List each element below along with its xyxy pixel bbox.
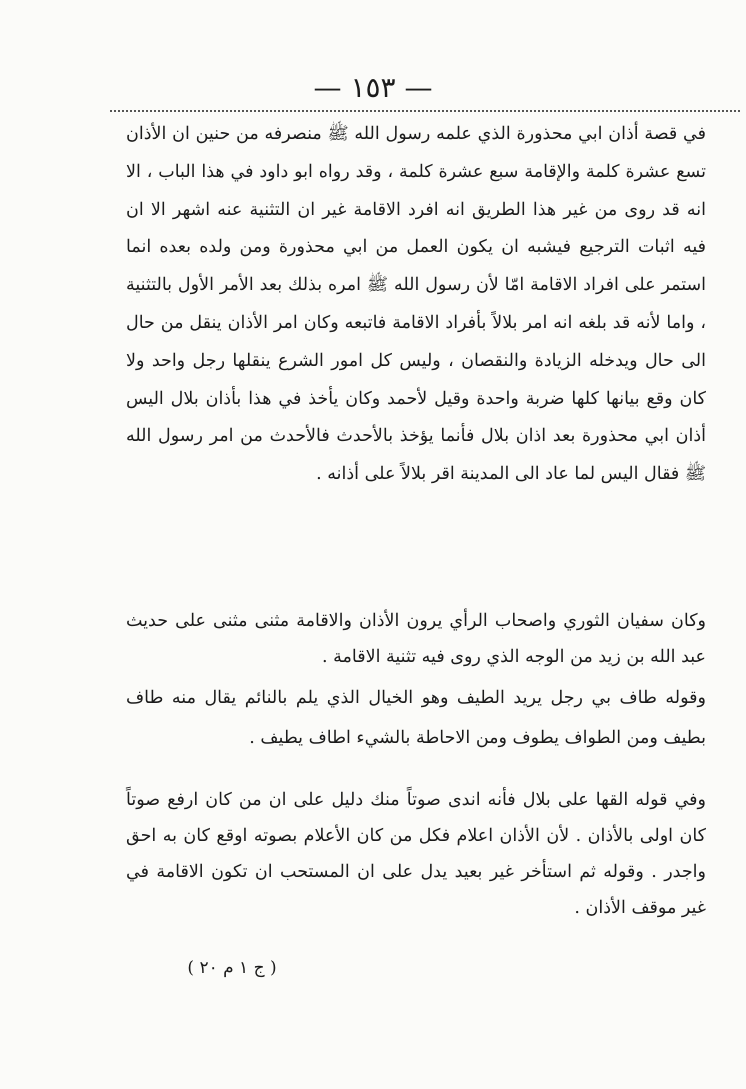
paragraph-bilal [126, 782, 706, 926]
paragraph-sufyan [126, 603, 706, 675]
paragraph-abu-mahdhura [126, 116, 706, 494]
paragraph-text: وفي قوله القها على بلال فأنه اندى صوتاً منك دليل على ان من كان ارفع صوتاً كان اولى بالأذان . لأن الأذان اعلام فكل من كان الأعلام بصوته اوقع كان به احق واجدر . وقوله ثم استأخر غير بعيد يدل على ان المستحب ان تكون الاقامة في غير موقف الأذان . [126, 790, 706, 918]
header-divider [110, 110, 740, 112]
paragraph-text: وقوله طاف بي رجل يريد الطيف وهو الخيال الذي يلم بالنائم يقال منه طاف بطيف ومن الطواف يطوف ومن الاحاطة بالشيء اطاف يطيف . [126, 688, 706, 748]
page-number: — ١٥٣ — [313, 71, 433, 104]
paragraph-text: وكان سفيان الثوري واصحاب الرأي يرون الأذان والاقامة مثنى مثنى على حديث عبد الله بن زيد من الوجه الذي روى فيه تثنية الاقامة . [126, 611, 706, 667]
paragraph-text: في قصة أذان ابي محذورة الذي علمه رسول الله ﷺ منصرفه من حنين ان الأذان تسع عشرة كلمة والإقامة سبع عشرة كلمة ، وقد رواه ابو داود في هذا الباب ، الا انه قد روى من غير هذا الطريق انه افرد الاقامة غير ان التثنية عنه اشهر الا ان فيه اثبات الترجيع فيشبه ان يكون العمل من ابي محذورة ومن ولده بعده انما استمر على افراد الاقامة امّا لأن رسول الله ﷺ امره بذلك بعد الأمر الأول بالتثنية ، واما لأنه قد بلغه انه امر بلالاً بأفراد الاقامة فاتبعه وكان امر الأذان ينقل من حال الى حال ويدخله الزيادة والنقصان ، وليس كل امور الشرع ينقلها رجل واحد ولا كان وقع بيانها كلها ضربة واحدة وقيل لأحمد وكان يأخذ في هذا بأذان بلال اليس أذان ابي محذورة بعد اذان بلال فأنما يؤخذ بالأحدث فالأحدث من امر رسول الله ﷺ فقال اليس لما عاد الى المدينة اقر بلالاً على أذانه . [126, 124, 706, 485]
printer-signature: ( ج ١ م ٢٠ ) [187, 958, 277, 978]
paragraph-tafa [126, 678, 706, 758]
